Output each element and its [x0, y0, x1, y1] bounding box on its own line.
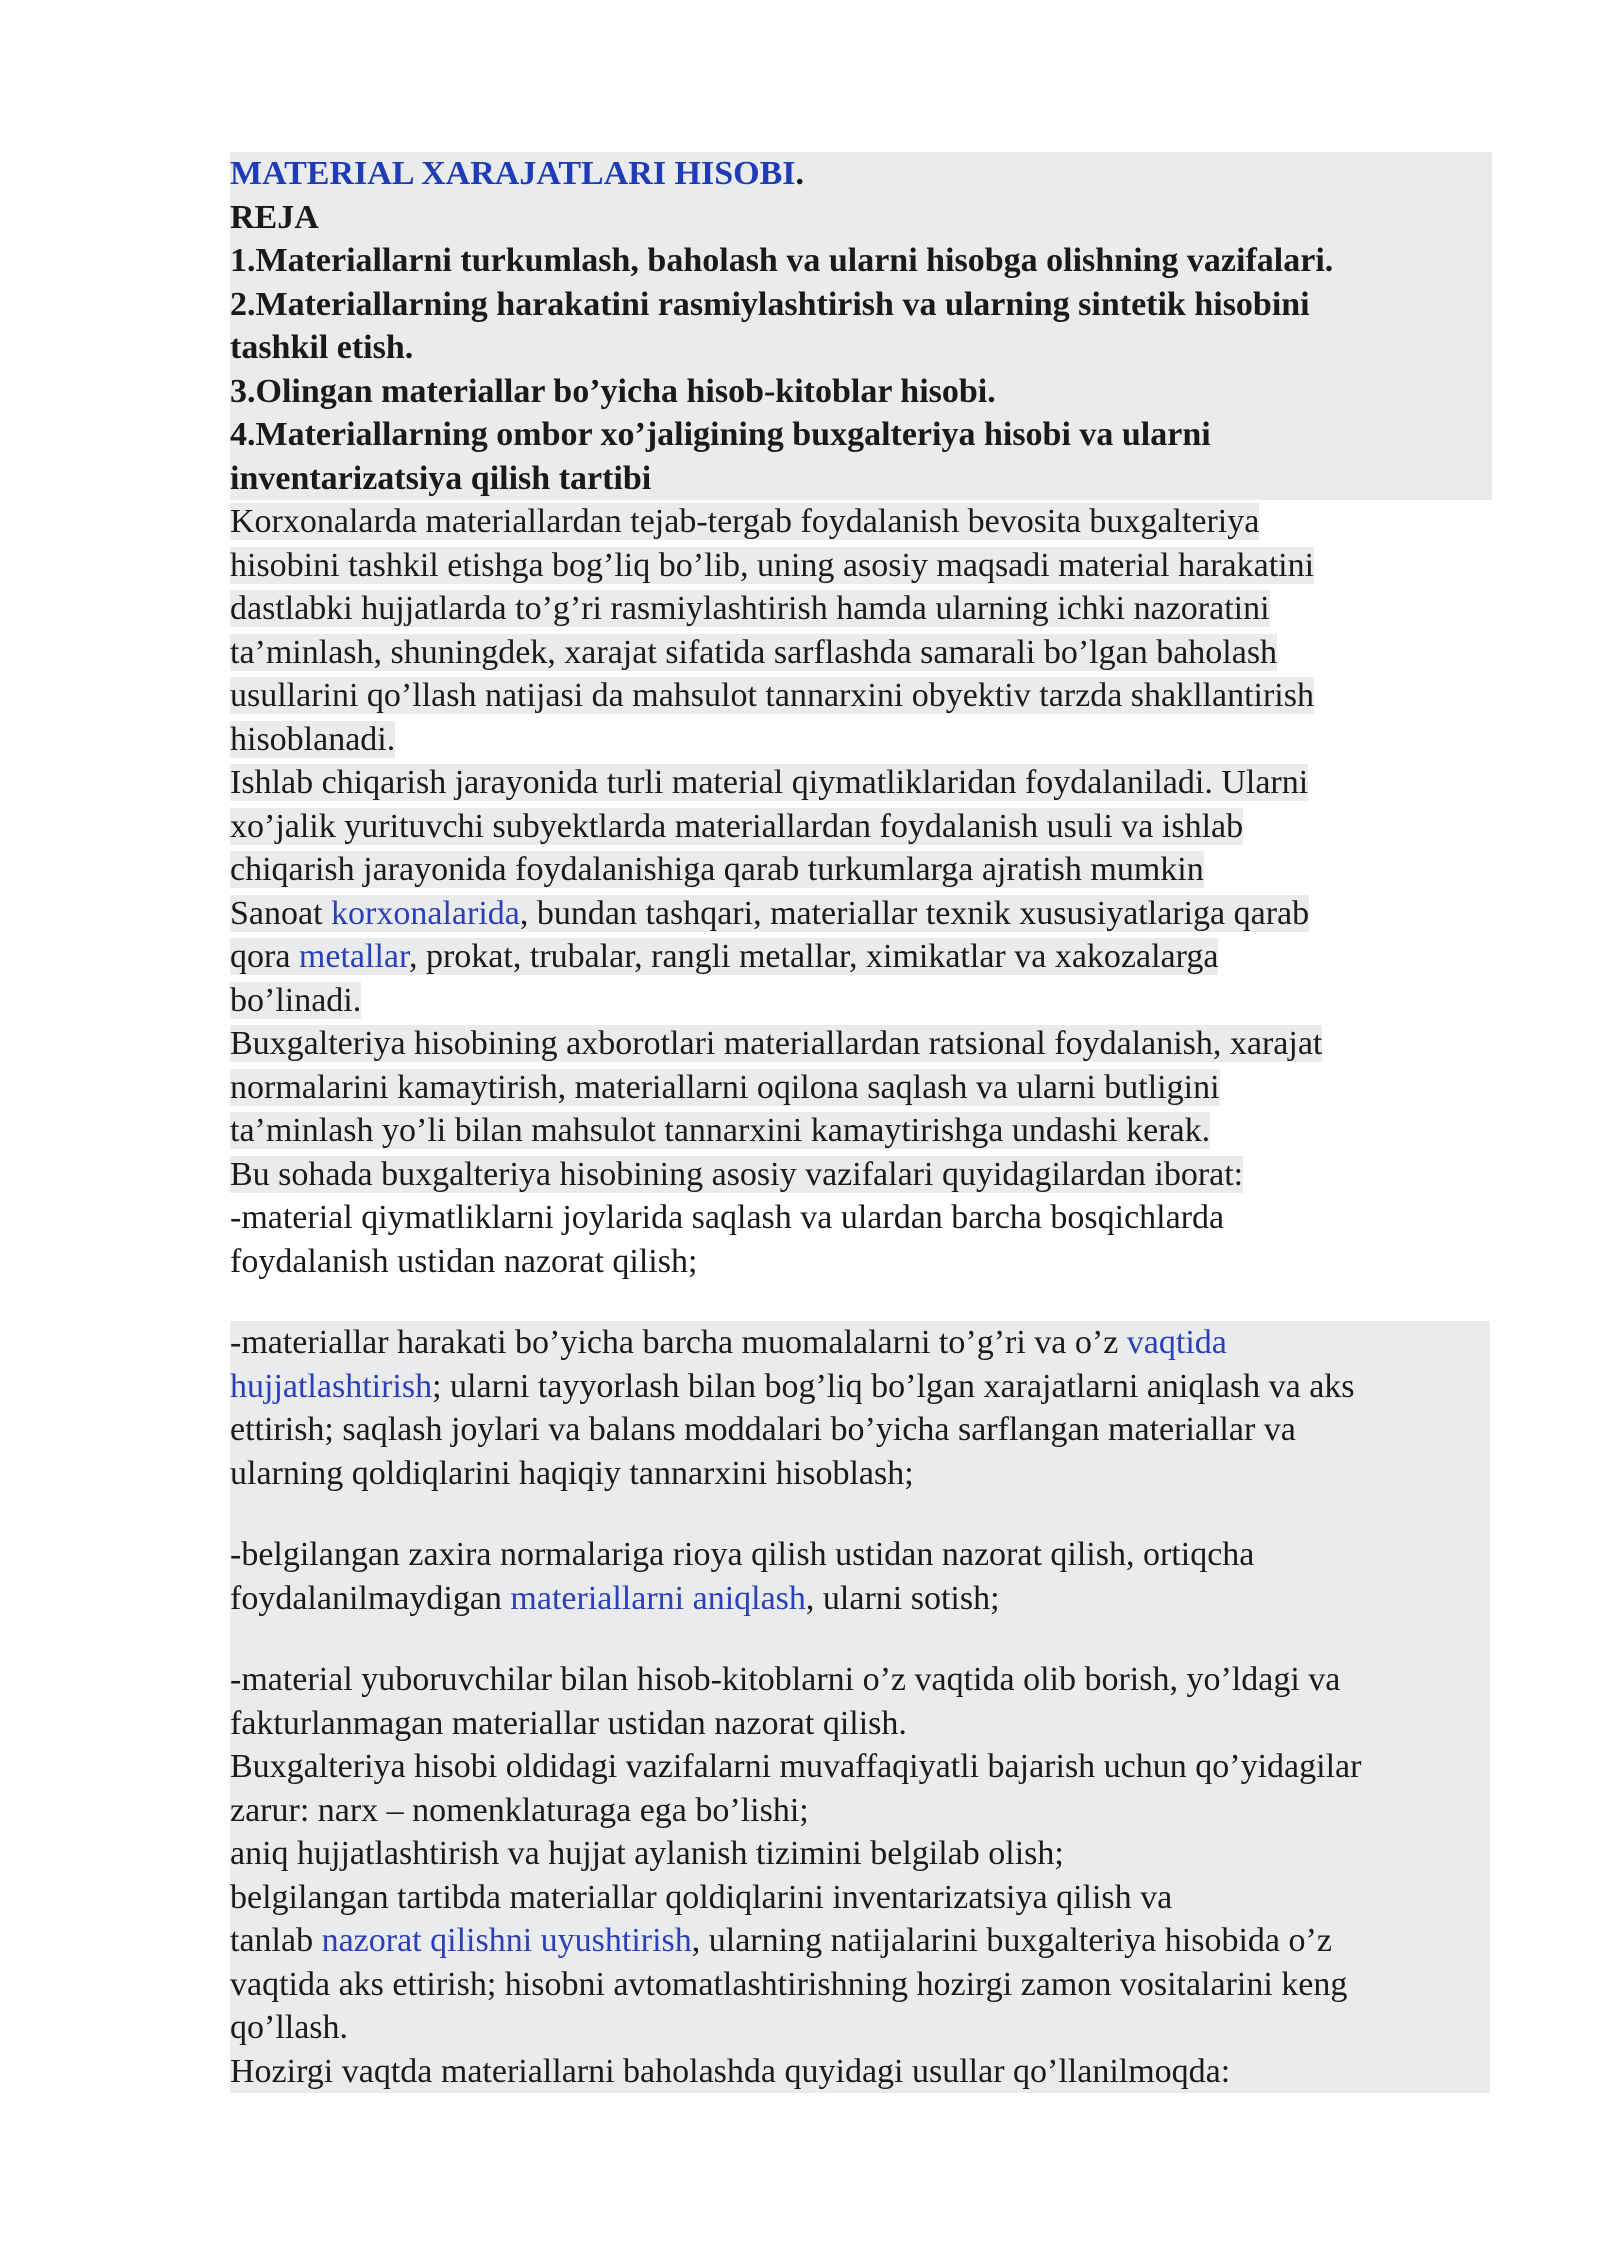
paragraph-line: -material qiymatliklarni joylarida saqlash va ulardan barcha bosqichlarda — [230, 1199, 1225, 1236]
paragraph-text: , bundan tashqari, materiallar texnik xususiyatlariga qarab — [519, 894, 1310, 932]
link-materiallarni-aniqlash[interactable]: materiallarni aniqlash — [510, 1579, 806, 1617]
paragraph-5 — [230, 1153, 1490, 1284]
paragraph-line: usullarini qo’llash natijasi da mahsulot tannarxini obyektiv tarzda shakllantirish — [230, 677, 1314, 714]
paragraph-text: , prokat, trubalar, rangli metallar, ximikatlar va xakozalarga — [408, 938, 1219, 975]
paragraph-text: qora — [230, 938, 299, 975]
paragraph-line: ularning qoldiqlarini haqiqiy tannarxini hisoblash; — [230, 1454, 914, 1492]
paragraph-4 — [230, 1022, 1490, 1153]
paragraph-line: hisoblanadi. — [230, 720, 396, 758]
paragraph-line: Korxonalarda materiallardan tejab-tergab foydalanish bevosita buxgalteriya — [230, 503, 1260, 540]
paragraph-line: -belgilangan zaxira normalariga rioya qilish ustidan nazorat qilish, ortiqcha — [230, 1536, 1255, 1573]
paragraph-text: , ularni sotish; — [805, 1579, 1000, 1617]
plan-item-1: 1.Materiallarni turkumlash, baholash va ularni hisobga olishning vazifalari. — [230, 242, 1334, 279]
task-item-1 — [230, 1321, 1490, 1495]
paragraph-text: ; ularni tayyorlash bilan bog’liq bo’lgan xarajatlarni aniqlash va aks — [432, 1367, 1355, 1405]
paragraph-line: ta’minlash, shuningdek, xarajat sifatida sarflashda samarali bo’lgan baholash — [230, 633, 1278, 671]
link-metallar[interactable]: metallar — [298, 938, 409, 975]
paragraph-line: dastlabki hujjatlarda to’g’ri rasmiylashtirish hamda ularning ichki nazoratini — [230, 590, 1270, 627]
paragraph-line: foydalanish ustidan nazorat qilish; — [230, 1242, 698, 1280]
task-item-2 — [230, 1533, 1490, 1620]
paragraph-line: bo’linadi. — [230, 981, 362, 1019]
paragraph-line: Ishlab chiqarish jarayonida turli material qiymatliklaridan foydalaniladi. Ularni — [230, 764, 1309, 801]
paragraph-line: vaqtida aks ettirish; hisobni avtomatlashtirishning hozirgi zamon vositalarini keng — [230, 1965, 1348, 2003]
paragraph-text: tanlab — [230, 1922, 322, 1959]
document-body — [230, 152, 1490, 2093]
paragraph-text: Sanoat — [230, 894, 332, 932]
plan-heading: REJA — [230, 198, 319, 236]
paragraph-line: normalarini kamaytirish, materiallarni oqilona saqlash va ularni butligini — [230, 1068, 1220, 1106]
paragraph-line: belgilangan tartibda materiallar qoldiqlarini inventarizatsiya qilish va — [230, 1878, 1173, 1916]
paragraph-line: qo’llash. — [230, 2009, 349, 2046]
paragraph-line: ettirish; saqlash joylari va balans moddalari bo’yicha sarflangan materiallar va — [230, 1411, 1296, 1448]
paragraph-line: hisobini tashkil etishga bog’liq bo’lib, uning asosiy maqsadi material harakatini — [230, 546, 1315, 584]
paragraph-line: chiqarish jarayonida foydalanishiga qarab turkumlarga ajratish mumkin — [230, 851, 1204, 888]
link-nazorat-qilishni-uyushtirish[interactable]: nazorat qilishni uyushtirish — [321, 1922, 692, 1959]
paragraph-line: zarur: narx – nomenklaturaga ega bo’lishi; — [230, 1791, 809, 1829]
paragraph-2 — [230, 761, 1490, 892]
paragraph-requirements — [230, 1745, 1490, 2093]
paragraph-text: , ularning natijalarini buxgalteriya hisobida o’z — [691, 1922, 1332, 1959]
paragraph-line: ta’minlash yo’li bilan mahsulot tannarxini kamaytirishga undashi kerak. — [230, 1112, 1211, 1149]
paragraph-text: foydalanilmaydigan — [230, 1579, 511, 1617]
task-item-3 — [230, 1658, 1490, 1745]
document-title: MATERIAL XARAJATLARI HISOBI — [230, 155, 796, 192]
plan-section — [230, 152, 1492, 500]
tasks-list-block — [230, 1321, 1490, 2093]
link-korxonalarida[interactable]: korxonalarida — [331, 894, 520, 932]
paragraph-line: fakturlanmagan materiallar ustidan nazorat qilish. — [230, 1704, 907, 1742]
paragraph-text: -materiallar harakati bo’yicha barcha muomalalarni to’g’ri va o’z — [230, 1324, 1127, 1361]
paragraph-line: Hozirgi vaqtda materiallarni baholashda quyidagi usullar qo’llanilmoqda: — [230, 2052, 1231, 2090]
plan-item-2-line-1: 2.Materiallarning harakatini rasmiylashtirish va ularning sintetik hisobini — [230, 285, 1310, 323]
plan-item-4-line-2: inventarizatsiya qilish tartibi — [230, 459, 652, 497]
paragraph-line: Buxgalteriya hisobining axborotlari materiallardan ratsional foydalanish, xarajat — [230, 1025, 1323, 1062]
plan-item-4-line-1: 4.Materiallarning ombor xo’jaligining buxgalteriya hisobi va ularni — [230, 416, 1211, 453]
paragraph-line: Buxgalteriya hisobi oldidagi vazifalarni muvaffaqiyatli bajarish uchun qo’yidagilar — [230, 1748, 1362, 1785]
paragraph-line: xo’jalik yurituvchi subyektlarda materiallardan foydalanish usuli va ishlab — [230, 807, 1244, 845]
paragraph-line: Bu sohada buxgalteriya hisobining asosiy vazifalari quyidagilardan iborat: — [230, 1155, 1244, 1193]
plan-item-3: 3.Olingan materiallar bo’yicha hisob-kitoblar hisobi. — [230, 372, 996, 410]
link-hujjatlashtirish[interactable]: hujjatlashtirish — [230, 1367, 433, 1405]
paragraph-line: -material yuboruvchilar bilan hisob-kitoblarni o’z vaqtida olib borish, yo’ldagi va — [230, 1661, 1341, 1698]
link-vaqtida[interactable]: vaqtida — [1126, 1324, 1227, 1361]
paragraph-line: aniq hujjatlashtirish va hujjat aylanish tizimini belgilab olish; — [230, 1835, 1064, 1872]
paragraph-1 — [230, 500, 1490, 761]
plan-item-2-line-2: tashkil etish. — [230, 329, 414, 366]
paragraph-3 — [230, 892, 1490, 1023]
title-dot: . — [795, 155, 804, 192]
